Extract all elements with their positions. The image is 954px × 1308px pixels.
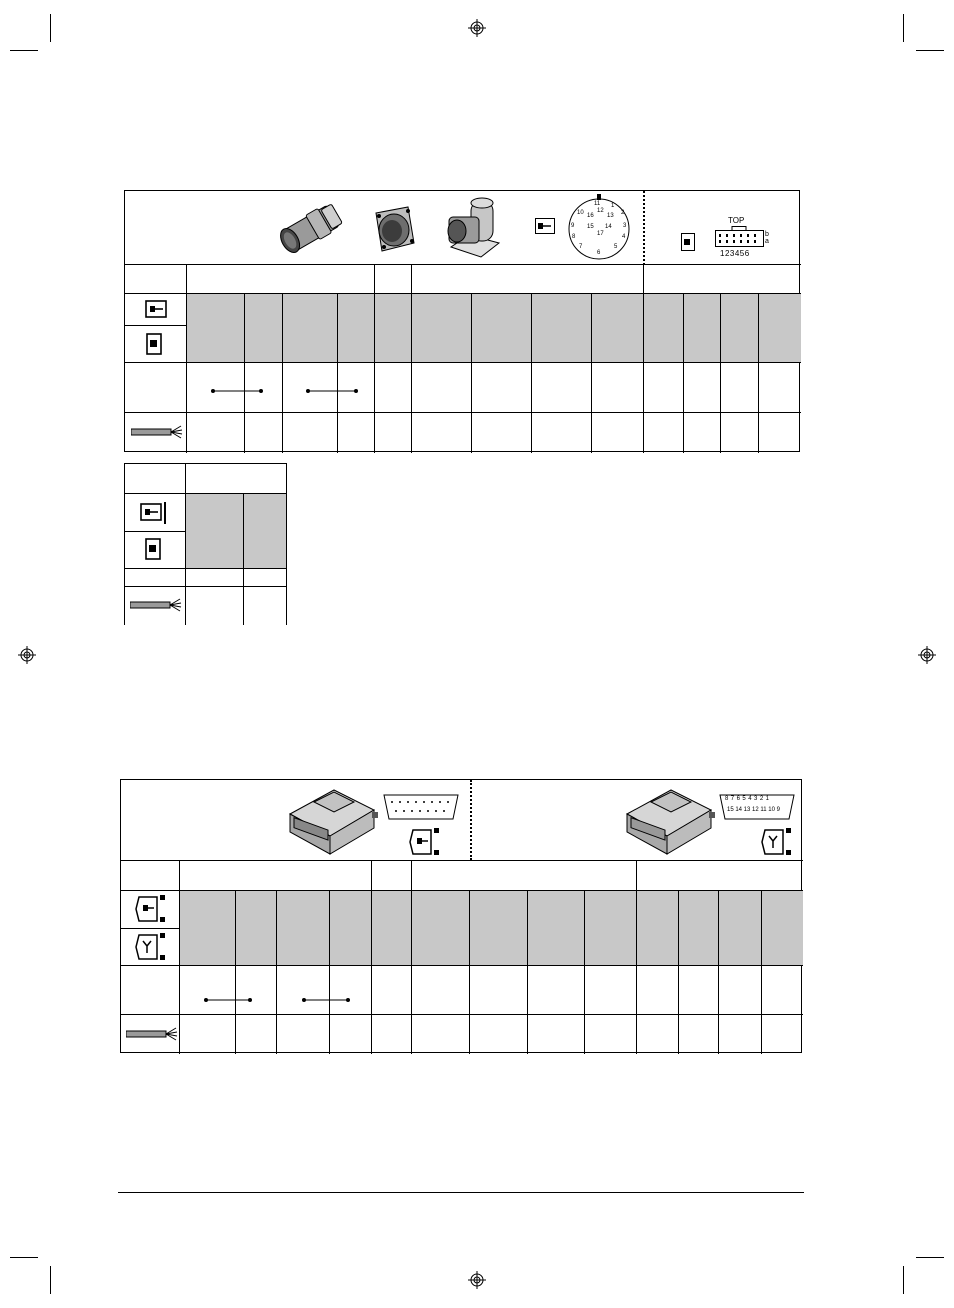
connector-table-small xyxy=(124,463,288,625)
cable-row-icon xyxy=(126,1026,178,1042)
pinout-number: 13 xyxy=(607,213,614,219)
plug-row-label-b: b xyxy=(765,231,769,238)
female-pin-symbol-icon xyxy=(681,233,695,251)
data-cell xyxy=(644,294,801,362)
male-pin-symbol-icon xyxy=(535,218,555,234)
connector-table-1 xyxy=(124,190,800,452)
pinout-number: 10 xyxy=(577,210,584,216)
dsub-connector-female-icon xyxy=(621,784,717,858)
six-pin-plug-diagram xyxy=(715,226,767,248)
data-cell xyxy=(179,891,803,965)
pinout-number: 4 xyxy=(622,234,626,240)
data-cell xyxy=(186,294,643,362)
female-connector-row-icon xyxy=(146,333,162,355)
bridge-connection-line xyxy=(301,996,351,1004)
cable-row-icon xyxy=(130,597,182,613)
crop-mark-bottom-right-v xyxy=(903,1266,904,1294)
male-dsub-symbol-icon xyxy=(409,828,443,856)
crop-mark-top-right-h xyxy=(916,50,944,51)
dsub-pin-face-diagram xyxy=(383,794,459,820)
pinout-number: 2 xyxy=(621,210,625,216)
pinout-number: 16 xyxy=(587,213,594,219)
dsub-connector-male-icon xyxy=(284,784,380,858)
male-connector-row-icon xyxy=(145,300,167,318)
angled-connector-icon xyxy=(443,195,503,263)
registration-mark-icon xyxy=(918,646,936,664)
pinout-number: 1 xyxy=(611,203,615,209)
crop-mark-bottom-left-v xyxy=(50,1266,51,1294)
plug-row-label-a: a xyxy=(765,238,769,245)
pinout-number: 3 xyxy=(623,223,627,229)
crop-mark-bottom-right-h xyxy=(916,1257,944,1258)
pinout-number: 6 xyxy=(597,250,601,256)
data-cell xyxy=(185,494,286,568)
pinout-number: 11 xyxy=(594,201,601,207)
registration-mark-icon xyxy=(468,19,486,37)
male-connector-panel-row-icon xyxy=(140,502,168,524)
bridge-connection-line xyxy=(210,387,264,395)
pinout-number: 17 xyxy=(597,231,604,237)
section-divider-dashed xyxy=(470,780,472,860)
female-dsub-row-icon xyxy=(135,933,169,961)
bridge-connection-line xyxy=(203,996,253,1004)
female-connector-row-icon xyxy=(145,538,161,560)
dsub-pin-row-bottom: 15 14 13 12 11 10 9 xyxy=(727,807,780,813)
plug-top-label: TOP xyxy=(728,216,745,225)
pinout-number: 15 xyxy=(587,224,594,230)
female-dsub-symbol-icon xyxy=(761,828,795,856)
registration-mark-icon xyxy=(468,1271,486,1289)
round-connector-flange-icon xyxy=(368,203,420,257)
pinout-number: 7 xyxy=(579,244,583,250)
section-divider-dashed xyxy=(643,191,645,265)
pinout-number: 12 xyxy=(597,208,604,214)
crop-mark-top-right-v xyxy=(903,14,904,42)
pinout-number: 9 xyxy=(571,223,575,229)
connector-table-2 xyxy=(120,779,802,1053)
crop-mark-bottom-left-h xyxy=(10,1257,38,1258)
round-connector-cable-icon xyxy=(273,199,347,259)
bridge-connection-line xyxy=(305,387,359,395)
footer-rule xyxy=(118,1192,804,1193)
registration-mark-icon xyxy=(18,646,36,664)
pinout-number: 5 xyxy=(614,244,618,250)
pinout-number: 8 xyxy=(572,234,576,240)
dsub-pin-row-top: 8 7 6 5 4 3 2 1 xyxy=(725,796,770,802)
cable-row-icon xyxy=(131,424,183,440)
plug-pin-numbers: 123456 xyxy=(720,249,750,258)
male-dsub-row-icon xyxy=(135,895,169,923)
pinout-number: 14 xyxy=(605,224,612,230)
crop-mark-top-left-v xyxy=(50,14,51,42)
crop-mark-top-left-h xyxy=(10,50,38,51)
